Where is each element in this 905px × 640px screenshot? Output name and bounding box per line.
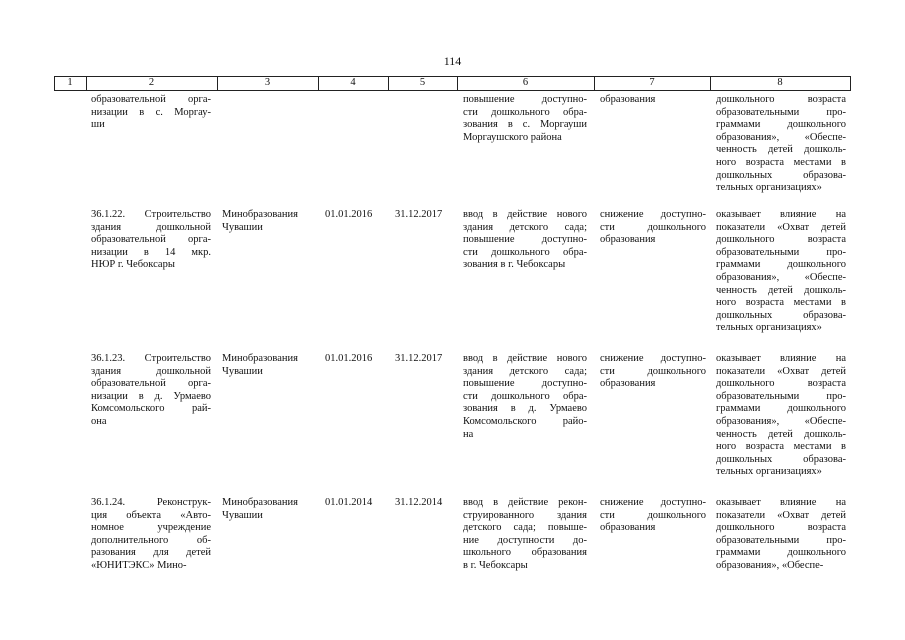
cell-line: образовательной орга- <box>91 234 211 246</box>
start-date: 01.01.2016 <box>325 353 373 364</box>
table-cell-col6 <box>463 94 587 144</box>
cell-line: граммами дошкольного <box>716 119 846 131</box>
table-cell-col7 <box>600 353 706 391</box>
cell-line: ного возраста местами в <box>716 441 846 453</box>
end-date: 31.12.2017 <box>395 209 443 220</box>
table-cell-col8 <box>716 209 846 335</box>
cell-line: образовательными про- <box>716 534 846 546</box>
cell-line: образования <box>600 94 656 105</box>
page-number: 114 <box>443 54 462 68</box>
cell-line: здания детского сада; <box>463 365 587 377</box>
cell-line: показатели «Охват детей <box>716 365 846 377</box>
cell-line: дошкольного возраста <box>716 94 846 105</box>
cell-line: тельных организациях» <box>716 322 822 334</box>
cell-line: ного возраста местами в <box>716 156 846 168</box>
table-cell-col8 <box>716 94 846 195</box>
cell-line: ченность детей дошколь- <box>716 284 846 296</box>
end-date: 31.12.2017 <box>395 353 443 364</box>
table-cell-col6 <box>463 497 587 573</box>
start-date: 01.01.2016 <box>325 209 373 220</box>
cell-line: снижение доступно- <box>600 497 706 508</box>
start-date: 01.01.2014 <box>325 497 373 508</box>
cell-line: зования в д. Урмаево <box>463 403 587 415</box>
cell-line: здания детского сада; <box>463 221 587 233</box>
cell-line: Минобразования <box>222 353 298 364</box>
cell-line: показатели «Охват детей <box>716 509 846 521</box>
cell-line: дошкольного возраста <box>716 234 846 246</box>
cell-line: образования», «Обеспе- <box>716 559 824 571</box>
table-cell-col2 <box>91 497 211 573</box>
cell-line: оказывает влияние на <box>716 209 846 220</box>
cell-line: образовательными про- <box>716 390 846 402</box>
cell-line: Комсомольского рай- <box>91 403 211 415</box>
cell-line: на <box>463 428 474 440</box>
table-cell-col2 <box>91 209 211 272</box>
cell-line: ввод в действие нового <box>463 353 587 364</box>
column-number-2: 2 <box>148 77 155 88</box>
cell-line: ного возраста местами в <box>716 297 846 309</box>
cell-line: Минобразования <box>222 497 298 508</box>
cell-line: номное учреждение <box>91 522 211 534</box>
cell-line: образовательными про- <box>716 106 846 118</box>
table-cell-col8 <box>716 497 846 573</box>
cell-line: 36.1.22. Строительство <box>91 209 211 220</box>
table-cell-col7 <box>600 94 706 107</box>
cell-line: граммами дошкольного <box>716 547 846 559</box>
column-number-3: 3 <box>264 77 271 88</box>
cell-line: она <box>91 415 107 427</box>
cell-line: граммами дошкольного <box>716 403 846 415</box>
column-number-7: 7 <box>649 77 655 88</box>
cell-line: зования в г. Чебоксары <box>463 259 566 271</box>
cell-line: показатели «Охват детей <box>716 221 846 233</box>
table-cell-col3 <box>222 497 314 522</box>
cell-line: дошкольных образова- <box>716 309 846 321</box>
cell-line: снижение доступно- <box>600 209 706 220</box>
cell-line: низации в с. Моргау- <box>91 106 211 118</box>
cell-line: дошкольных образова- <box>716 169 846 181</box>
cell-line: 36.1.23. Строительство <box>91 353 211 364</box>
table-cell-col3 <box>222 353 314 378</box>
cell-line: ченность детей дошколь- <box>716 428 846 440</box>
cell-line: «ЮНИТЭКС» Мино- <box>91 559 187 571</box>
cell-line: Чувашии <box>222 509 263 521</box>
cell-line: низации в 14 мкр. <box>91 246 211 258</box>
cell-line: 36.1.24. Реконструк- <box>91 497 211 508</box>
table-cell-col3 <box>222 209 314 234</box>
cell-line: образования», «Обеспе- <box>716 131 846 143</box>
cell-line: сти дошкольного обра- <box>463 390 587 402</box>
cell-line: оказывает влияние на <box>716 353 846 364</box>
table-cell-col6 <box>463 209 587 272</box>
cell-line: образования <box>600 522 656 534</box>
cell-line: тельных организациях» <box>716 466 822 478</box>
table-cell-col7 <box>600 497 706 535</box>
cell-line: повышение доступно- <box>463 234 587 246</box>
cell-line: ши <box>91 119 105 131</box>
cell-line: образовательной орга- <box>91 94 211 105</box>
cell-line: образования <box>600 234 656 246</box>
column-number-6: 6 <box>522 77 529 88</box>
cell-line: образования», «Обеспе- <box>716 415 846 427</box>
column-number-1: 1 <box>67 77 73 88</box>
column-number-5: 5 <box>419 77 426 88</box>
cell-line: ция объекта «Авто- <box>91 509 211 521</box>
cell-line: ввод в действие нового <box>463 209 587 220</box>
table-cell-col8 <box>716 353 846 479</box>
cell-line: сти дошкольного <box>600 221 706 233</box>
cell-line: низации в д. Урмаево <box>91 390 211 402</box>
cell-line: Чувашии <box>222 221 263 233</box>
cell-line: образовательными про- <box>716 246 846 258</box>
cell-line: сти дошкольного <box>600 509 706 521</box>
cell-line: сти дошкольного обра- <box>463 246 587 258</box>
cell-line: НЮР г. Чебоксары <box>91 259 175 271</box>
cell-line: ние доступности до- <box>463 534 587 546</box>
cell-line: образования», «Обеспе- <box>716 271 846 283</box>
cell-line: повышение доступно- <box>463 378 587 390</box>
cell-line: Чувашии <box>222 365 263 377</box>
cell-line: сти дошкольного <box>600 365 706 377</box>
cell-line: зования в с. Моргауши <box>463 119 587 131</box>
cell-line: здания дошкольной <box>91 365 211 377</box>
cell-line: тельных организациях» <box>716 182 822 194</box>
cell-line: школьного образования <box>463 547 587 559</box>
table-cell-col6 <box>463 353 587 441</box>
cell-line: дополнительного об- <box>91 534 211 546</box>
cell-line: сти дошкольного обра- <box>463 106 587 118</box>
table-cell-col2 <box>91 94 211 132</box>
cell-line: Комсомольского райо- <box>463 415 587 427</box>
column-divider <box>850 76 851 90</box>
cell-line: образования <box>600 378 656 390</box>
cell-line: образовательной орга- <box>91 378 211 390</box>
end-date: 31.12.2014 <box>395 497 443 508</box>
column-number-4: 4 <box>350 77 356 88</box>
cell-line: граммами дошкольного <box>716 259 846 271</box>
column-number-8: 8 <box>777 77 783 88</box>
cell-line: ченность детей дошколь- <box>716 144 846 156</box>
cell-line: разования для детей <box>91 547 211 559</box>
cell-line: повышение доступно- <box>463 94 587 105</box>
cell-line: дошкольного возраста <box>716 378 846 390</box>
header-bottom-rule <box>54 90 851 91</box>
cell-line: снижение доступно- <box>600 353 706 364</box>
table-cell-col2 <box>91 353 211 429</box>
cell-line: Моргаушского района <box>463 131 562 143</box>
cell-line: ввод в действие рекон- <box>463 497 587 508</box>
cell-line: здания дошкольной <box>91 221 211 233</box>
cell-line: детского сада; повыше- <box>463 522 587 534</box>
cell-line: струированного здания <box>463 509 587 521</box>
cell-line: Минобразования <box>222 209 298 220</box>
cell-line: в г. Чебоксары <box>463 559 528 571</box>
cell-line: дошкольных образова- <box>716 453 846 465</box>
cell-line: дошкольного возраста <box>716 522 846 534</box>
cell-line: оказывает влияние на <box>716 497 846 508</box>
table-cell-col7 <box>600 209 706 247</box>
